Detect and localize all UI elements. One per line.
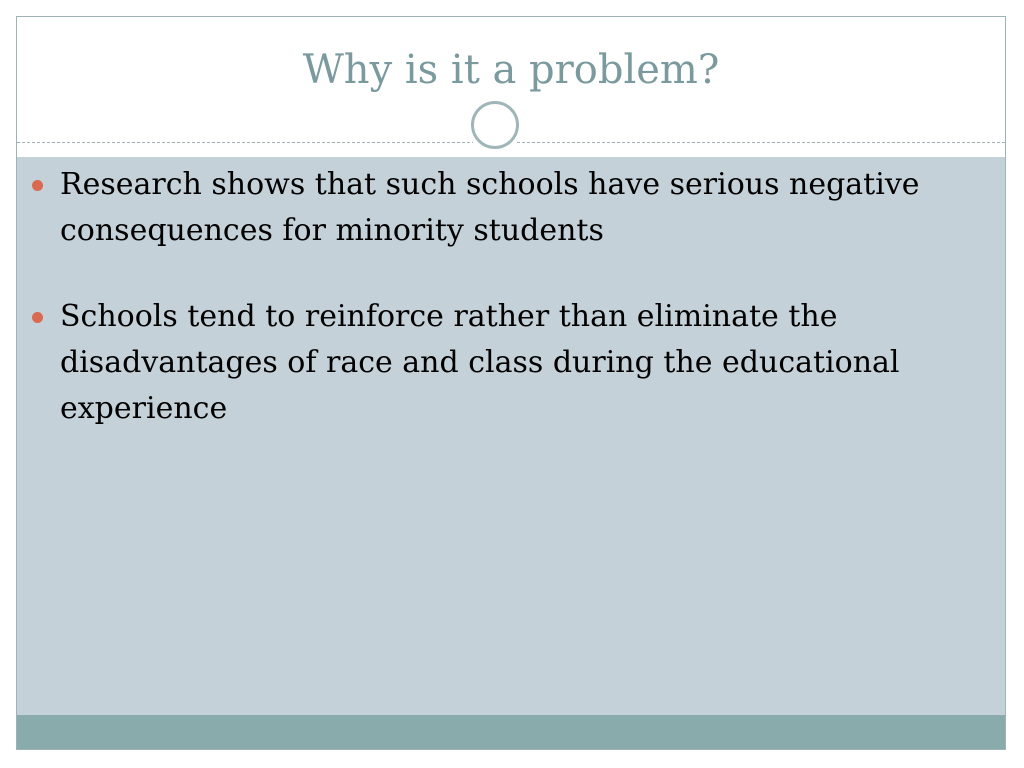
bullet-dot-icon	[32, 180, 43, 191]
footer-band	[17, 715, 1005, 749]
bullet-text: Research shows that such schools have serious negative consequences for minority students	[60, 167, 920, 248]
bullet-list	[32, 162, 932, 472]
slide-title: Why is it a problem?	[302, 47, 720, 93]
bullet-item	[32, 162, 932, 254]
bullet-item	[32, 294, 932, 432]
bullet-text: Schools tend to reinforce rather than eliminate the disadvantages of race and class during the educational experience	[60, 299, 900, 426]
ornament-ring	[471, 101, 519, 149]
bullet-dot-icon	[32, 312, 43, 323]
ornament-center	[477, 107, 513, 143]
circle-ring-icon	[466, 96, 522, 152]
